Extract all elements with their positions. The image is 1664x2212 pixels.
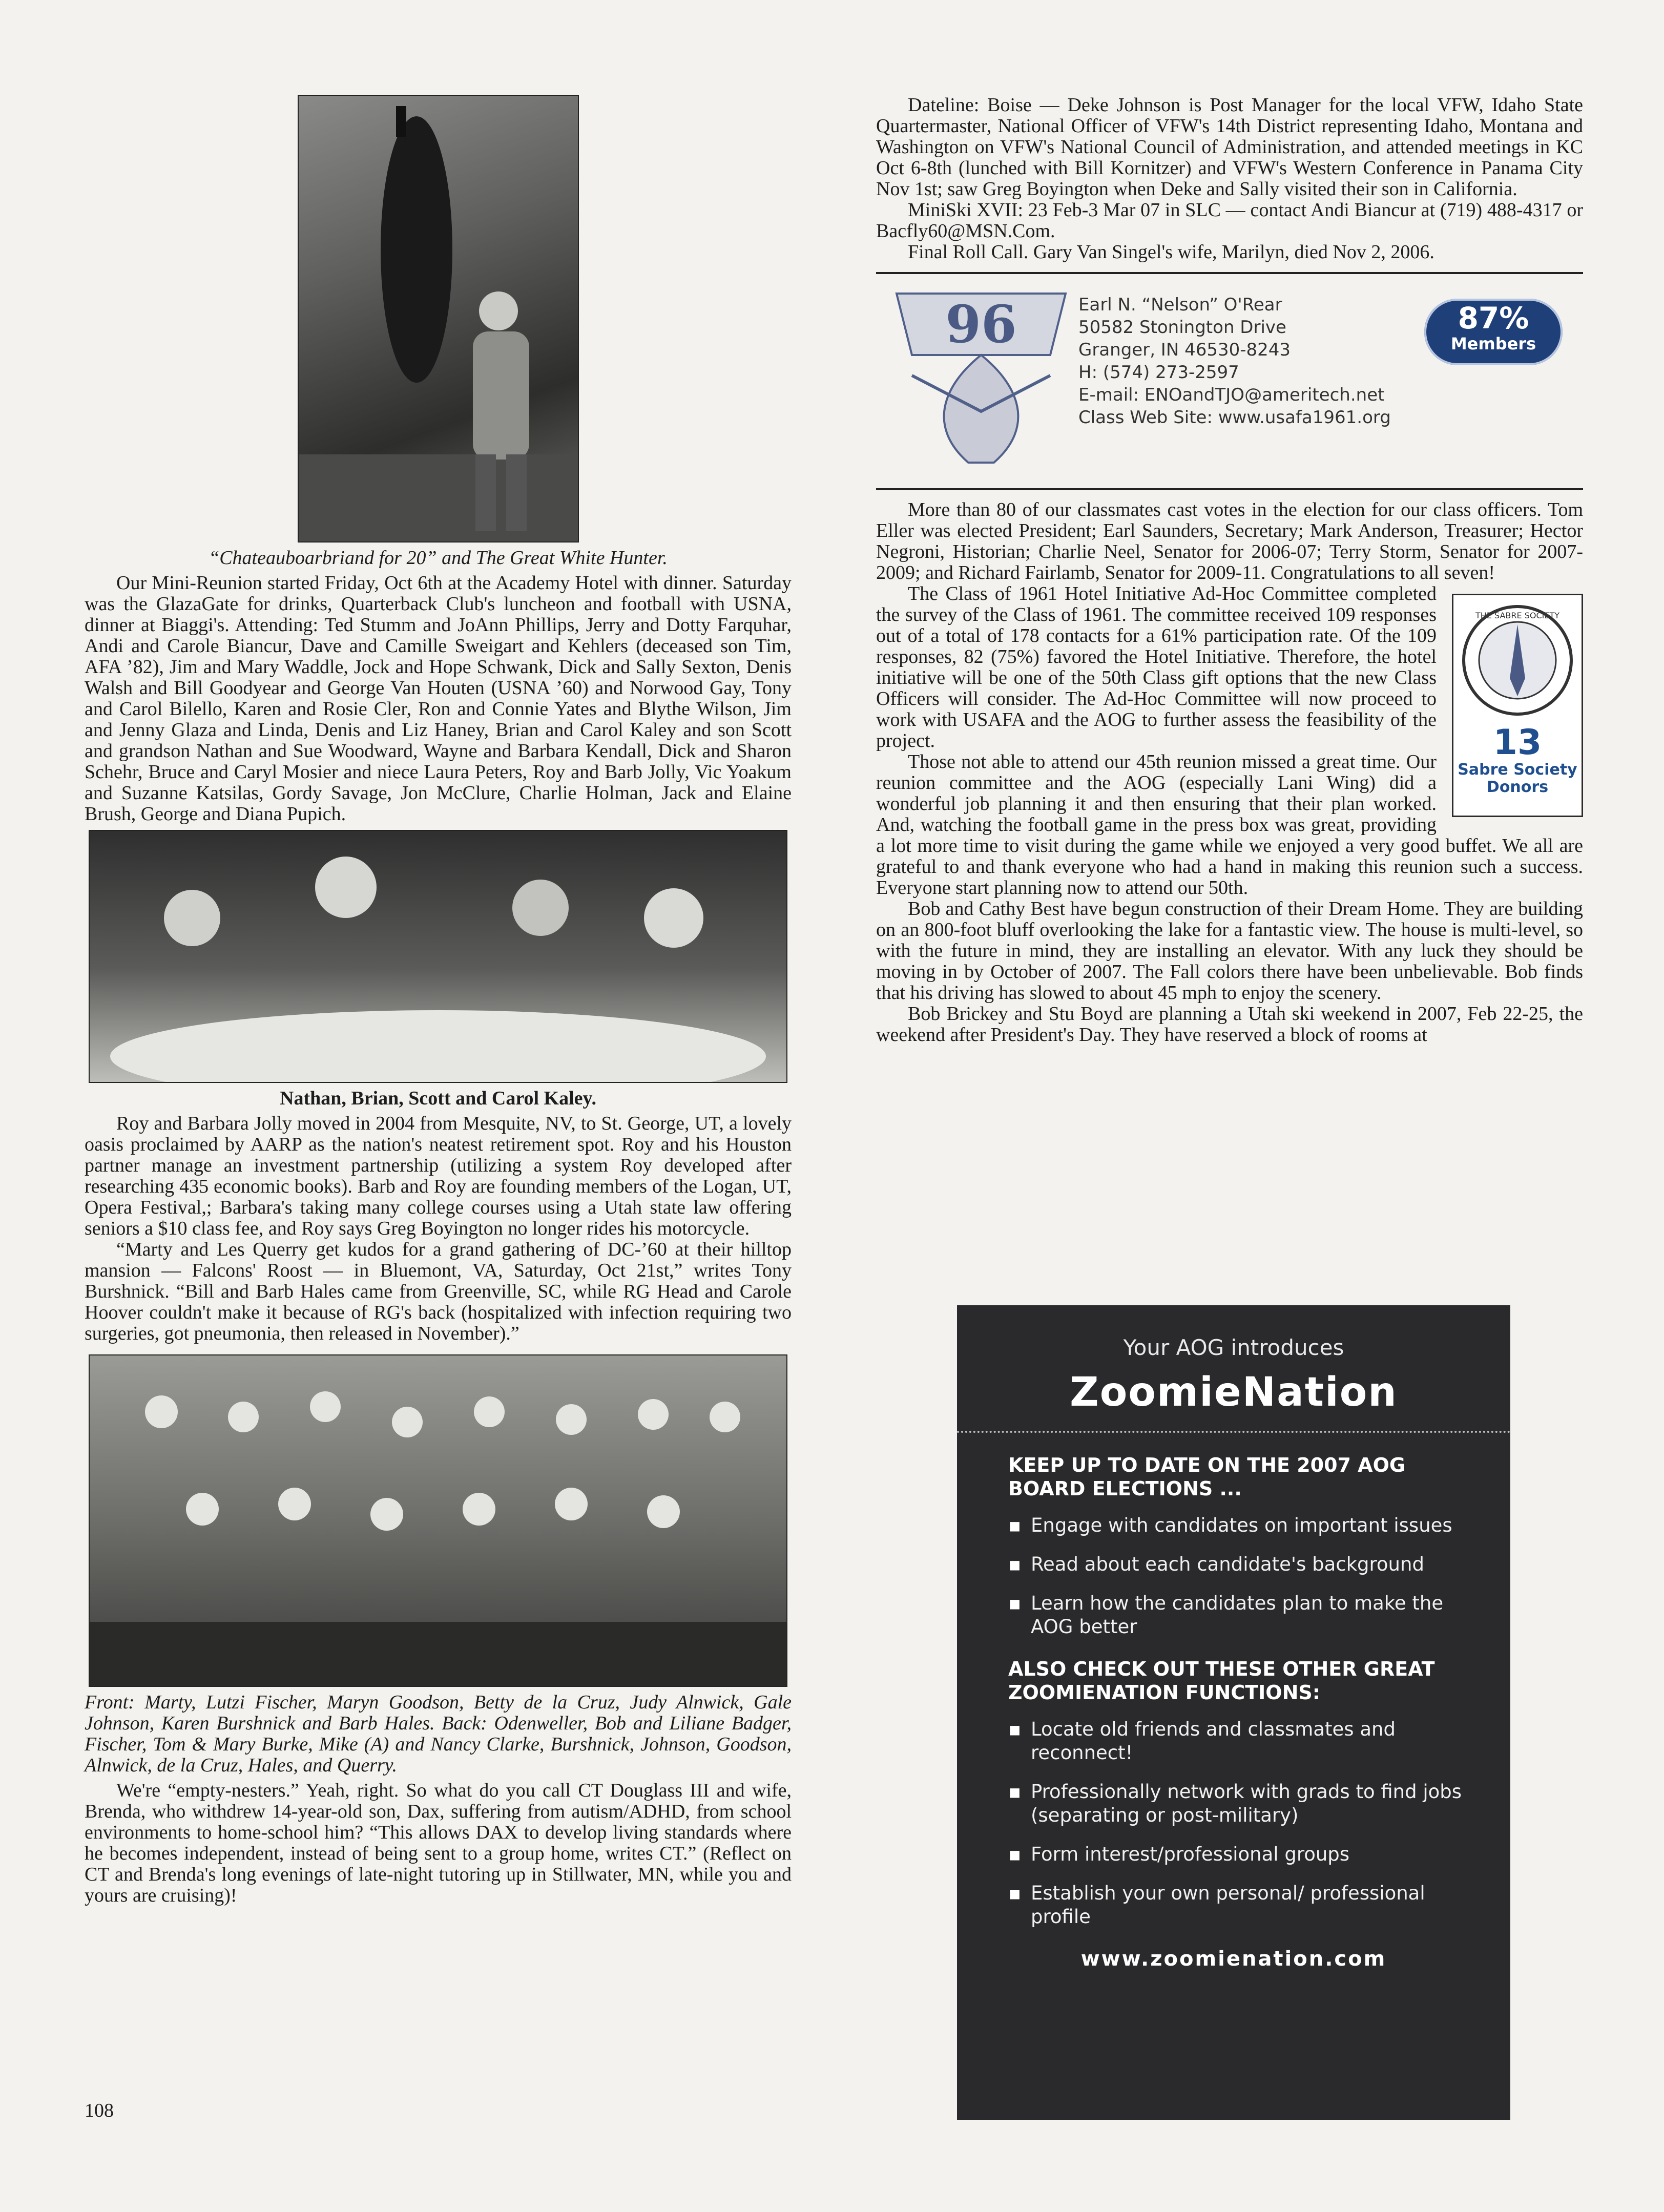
dateline-paragraph: Dateline: Boise — Deke Johnson is Post Manager for the local VFW, Idaho State Quartermaster, National Officer of VFW's 14th District representing Idaho, Montana and Washington on VFW's National Council of Administration, and attended meetings in KC Oct 6-8th (lunched with Bill Kornitzer) and VFW's Western Conference in Panama City Nov 1st; saw Greg Boyington when Deke and Sally visited their son in California.	[876, 94, 1583, 200]
ad-list-functions	[1008, 1718, 1480, 1929]
ad-url-link[interactable]: www.zoomienation.com	[1080, 1947, 1387, 1971]
dinner-table-icon	[90, 831, 786, 1082]
photo3-caption: Front: Marty, Lutzi Fischer, Maryn Goodson, Betty de la Cruz, Judy Alnwick, Gale Johnson, Karen Burshnick and Barb Hales. Back: Odenweller, Bob and Liliane Badger, Fischer, Tom & Mary Burke, Mike (A) and Nancy Clarke, Burshnick, Johnson, Goodson, Alnwick, de la Cruz, Hales, and Querry.	[85, 1692, 792, 1776]
sabre-society-seal-icon	[1459, 601, 1576, 719]
contact-email[interactable]: E-mail: ENOandTJO@ameritech.net	[1078, 385, 1385, 405]
svg-text:THE SABRE SOCIETY: THE SABRE SOCIETY	[1475, 611, 1559, 620]
contact-website[interactable]: Class Web Site: www.usafa1961.org	[1078, 407, 1391, 428]
members-percent: 87%	[1458, 301, 1529, 336]
sabre-society-label: Sabre Society	[1458, 761, 1577, 779]
mini-reunion-paragraph: Our Mini-Reunion started Friday, Oct 6th at the Academy Hotel with dinner. Saturday was the GlazaGate for drinks, Quarterback Club's luncheon and football with USNA, dinner at Biaggi's. Attending: Ted Stumm and JoAnn Phillips, Jerry and Dotty Farquhar, Andi and Carole Biancur, Dave and Camille Sweigart and Kehlers (deceased son Tim, AFA ’82), Jim and Mary Waddle, Jock and Hope Schwank, Dick and Sally Sexton, Denis Walsh and Bill Goodyear and George Van Houten (USNA ’60) and Norwood Gay, Tony and Carol Bilello, Karen and Rosie Cler, Ron and Connie Yates and Blythe Wilson, Jim and Jenny Glaza and Linda, Denis and Liz Haney, Brian and Carol Kaley and son Scott and grandson Nathan and Sue Woodward, Wayne and Barbara Kendall, Dick and Sharon Schehr, Bruce and Caryl Mosier and niece Laura Peters, Roy and Barb Jolly, Vic Yoakum and Suzanne Katsilas, Gordy Savage, Jon McClure, Charlie Holman, Jack and Elaine Brush, George and Diana Pupich.	[85, 572, 792, 825]
ad-intro: Your AOG introduces	[1123, 1335, 1344, 1360]
miniski-paragraph: MiniSki XVII: 23 Feb-3 Mar 07 in SLC — contact Andi Biancur at (719) 488-4317 or Bacfly60@MSN.Com.	[876, 199, 1583, 242]
photo1-caption: “Chateauboarbriand for 20” and The Great White Hunter.	[209, 547, 668, 569]
roll-call-paragraph: Final Roll Call. Gary Van Singel's wife, Marilyn, died Nov 2, 2006.	[908, 241, 1434, 263]
contact-phone: H: (574) 273-2597	[1078, 362, 1239, 383]
hunter-figure-icon	[299, 96, 578, 541]
ad-list-item: ▪ Professionally network with grads to find jobs (separating or post-military)	[1008, 1780, 1480, 1827]
page-number: 108	[85, 2100, 114, 2121]
querry-paragraph: “Marty and Les Querry get kudos for a grand gathering of DC-’60 at their hilltop mansion — Falcons' Roost — in Bluemont, VA, Saturday, Oct 21st,” writes Tony Burshnick. “Bill and Barb Hales came from Greenville, SC, while RG Head and Carole Hoover couldn't make it because of RG's back (hospitalized with infection requiring two surgeries, got pneumonia, then released in November).”	[85, 1239, 792, 1344]
sabre-donors-label: Donors	[1486, 778, 1549, 796]
ad-brand: ZoomieNation	[1070, 1369, 1398, 1415]
election-paragraph: More than 80 of our classmates cast votes in the election for our class officers. Tom Eller was elected President; Earl Saunders, Secretary; Mark Anderson, Treasurer; Hector Negroni, Historian; Charlie Neel, Senator for 2006-07; Terry Storm, Senator for 2007-2009; and Richard Fairlamb, Senator for 2009-11. Congratulations to all seven!	[876, 499, 1583, 583]
jolly-paragraph: Roy and Barbara Jolly moved in 2004 from Mesquite, NV, to St. George, UT, a lovely oasis proclaimed by AARP as the nation's neatest retirement spot. Roy and his Houston partner manage an investment partnership (utilizing a system Roy developed after researching 435 economic books). Barb and Roy are founding members of the Logan, UT, Opera Festival,; Barbara's taking many college courses using a Utah state law offering seniors a $10 class fee, and Roy says Greg Boyington no longer rides his motorcycle.	[85, 1113, 792, 1239]
svg-text:96: 96	[945, 294, 1017, 354]
best-dream-home-paragraph: Bob and Cathy Best have begun construction of their Dream Home. They are building on an 800-foot bluff overlooking the lake for a fantastic view. The house is multi-level, so with the future in mind, they are installing an elevator. With any luck they should be moving in by October of 2007. The Fall colors there have been unbelievable. Bob finds that his driving has slowed to about 45 mph to enjoy the scenery.	[876, 898, 1583, 1004]
ad-list-item: ▪ Read about each candidate's background	[1008, 1553, 1480, 1576]
class-header	[876, 283, 1583, 488]
ski-weekend-paragraph: Bob Brickey and Stu Boyd are planning a Utah ski weekend in 2007, Feb 22-25, the weekend after President's Day. They have reserved a block of rooms at	[876, 1003, 1583, 1046]
ad-list-item: ▪ Engage with candidates on important issues	[1008, 1514, 1480, 1537]
ad-body	[957, 1433, 1510, 1929]
ad-list-item: ▪ Locate old friends and classmates and reconnect!	[1008, 1718, 1480, 1765]
contact-name: Earl N. “Nelson” O'Rear	[1078, 295, 1282, 315]
boar-hunter-photo	[298, 95, 579, 542]
group-people-icon	[90, 1355, 786, 1686]
kaley-family-photo	[89, 830, 787, 1083]
hotel-initiative-paragraph: The Class of 1961 Hotel Initiative Ad-Hoc Committee completed the survey of the Class of 1961. The committee received 109 responses out of a total of 178 contacts for a 61% participation rate. Of the 109 responses, 82 (75%) favored the Hotel Initiative. Therefore, the hotel initiative will be one of the 50th Class gift options that the new Class Officers will consider. The Ad-Hoc Committee will now proceed to work with USAFA and the AOG to further assess the feasibility of the project.	[876, 583, 1437, 752]
ad-heading-functions: ALSO CHECK OUT THESE OTHER GREAT ZOOMIENATION FUNCTIONS:	[1008, 1658, 1435, 1704]
sabre-society-box	[1452, 594, 1583, 817]
divider-bottom	[876, 488, 1583, 490]
right-column	[876, 95, 1583, 1046]
photo2-caption: Nathan, Brian, Scott and Carol Kaley.	[280, 1088, 596, 1109]
ad-list-elections	[1008, 1514, 1480, 1639]
class-contact-info	[1078, 294, 1391, 429]
members-label: Members	[1450, 334, 1536, 353]
zoomienation-ad[interactable]	[957, 1305, 1510, 2120]
ad-heading-elections: KEEP UP TO DATE ON THE 2007 AOG BOARD ELECTIONS ...	[1008, 1454, 1406, 1500]
divider-top	[876, 272, 1583, 274]
reunion-paragraph: Those not able to attend our 45th reunion missed a great time. Our reunion committee and the AOG (especially Lani Wing) did a wonderful job planning it and then ensuring that their plan worked. And, watching the football game in the press box was great, providing a lot more time to visit during the game while we enjoyed a very good buffet. We all are grateful to and thank everyone who had a hand in making this reunion such a success. Everyone start planning now to attend our 50th.	[876, 751, 1583, 899]
group-reunion-photo	[89, 1354, 787, 1687]
sabre-donor-count: 13	[1493, 722, 1542, 763]
ad-list-item: ▪ Establish your own personal/ professional profile	[1008, 1882, 1480, 1929]
empty-nesters-paragraph: We're “empty-nesters.” Yeah, right. So what do you call CT Douglass III and wife, Brenda, who withdrew 14-year-old son, Dax, suffering from autism/ADHD, from school environments to home-school him? “This allows DAX to develop living standards where he becomes independent, instead of being sent to a group home, writes CT.” (Reflect on CT and Brenda's long evenings of late-night tutoring up in Stillwater, MN, while you and yours are cruising)!	[85, 1780, 792, 1906]
members-percent-badge	[1424, 299, 1563, 365]
class-crest-icon	[881, 283, 1081, 478]
contact-street: 50582 Stonington Drive	[1078, 317, 1286, 338]
contact-city: Granger, IN 46530-8243	[1078, 340, 1291, 360]
left-column	[85, 95, 792, 1906]
ad-list-item: ▪ Form interest/professional groups	[1008, 1843, 1480, 1866]
ad-list-item: ▪ Learn how the candidates plan to make the AOG better	[1008, 1592, 1480, 1639]
